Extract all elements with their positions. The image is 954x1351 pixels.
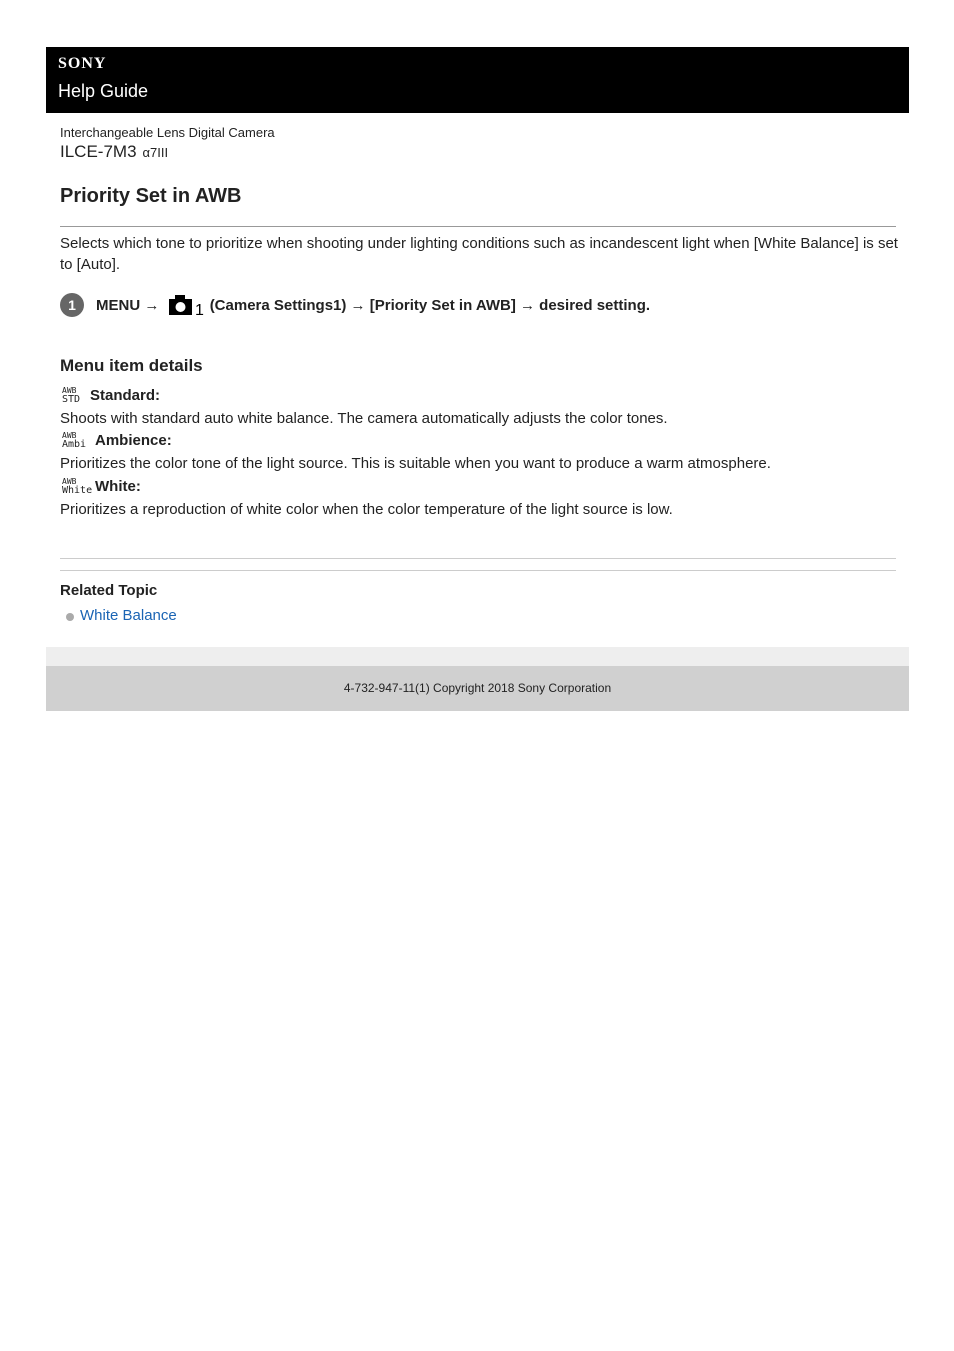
standard-label: Standard: <box>90 387 161 404</box>
section-divider-bottom <box>60 570 896 571</box>
white-label: White: <box>95 478 141 495</box>
sony-logo: SONY <box>58 55 107 72</box>
menu-item-white <box>60 477 900 520</box>
header-bar <box>46 47 909 113</box>
white-balance-link[interactable]: White Balance <box>80 607 177 624</box>
camera-settings-digit: 1 <box>194 302 204 316</box>
ambience-label: Ambience: <box>95 432 172 449</box>
related-topic-heading: Related Topic <box>60 582 158 599</box>
menu-item-standard <box>60 386 900 429</box>
footer-bar <box>46 666 909 711</box>
product-type: Interchangeable Lens Digital Camera <box>60 125 275 140</box>
page-title: Priority Set in AWB <box>60 185 242 207</box>
awb-std-icon: AWB STD <box>62 386 81 405</box>
step-text-path: (Camera Settings1) → [Priority Set in AWB] → desired setting. <box>209 297 651 314</box>
menu-item-details-heading: Menu item details <box>60 356 203 375</box>
step-instruction <box>96 294 650 316</box>
section-divider-top <box>60 558 896 559</box>
model-sub: α7III <box>142 145 169 160</box>
step-text-menu: MENU → <box>96 297 160 314</box>
bullet-icon <box>66 613 74 621</box>
camera-settings1-icon <box>168 294 204 316</box>
model-number: ILCE-7M3 <box>60 142 137 161</box>
intro-text: Selects which tone to prioritize when shooting under lighting conditions such as incandescent light when [White Balance] is set to [Auto]. <box>60 235 898 273</box>
awb-white-icon: AWB White <box>62 477 93 496</box>
step-number-badge: 1 <box>60 293 84 317</box>
ambience-description: Prioritizes the color tone of the light source. This is suitable when you want to produce a warm atmosphere. <box>60 455 771 472</box>
help-guide-title: Help Guide <box>58 81 149 101</box>
footer-spacer <box>46 647 909 666</box>
related-topic-item <box>66 607 177 624</box>
model-name <box>60 142 168 162</box>
step-1 <box>60 292 900 320</box>
menu-item-ambience <box>60 431 900 474</box>
awb-ambience-icon: AWB Ambi <box>62 431 87 450</box>
copyright-text: 4-732-947-11(1) Copyright 2018 Sony Corporation <box>343 681 612 695</box>
title-divider <box>60 226 896 227</box>
standard-description: Shoots with standard auto white balance. The camera automatically adjusts the color tones. <box>60 410 668 427</box>
white-description: Prioritizes a reproduction of white color when the color temperature of the light source is low. <box>60 501 673 518</box>
